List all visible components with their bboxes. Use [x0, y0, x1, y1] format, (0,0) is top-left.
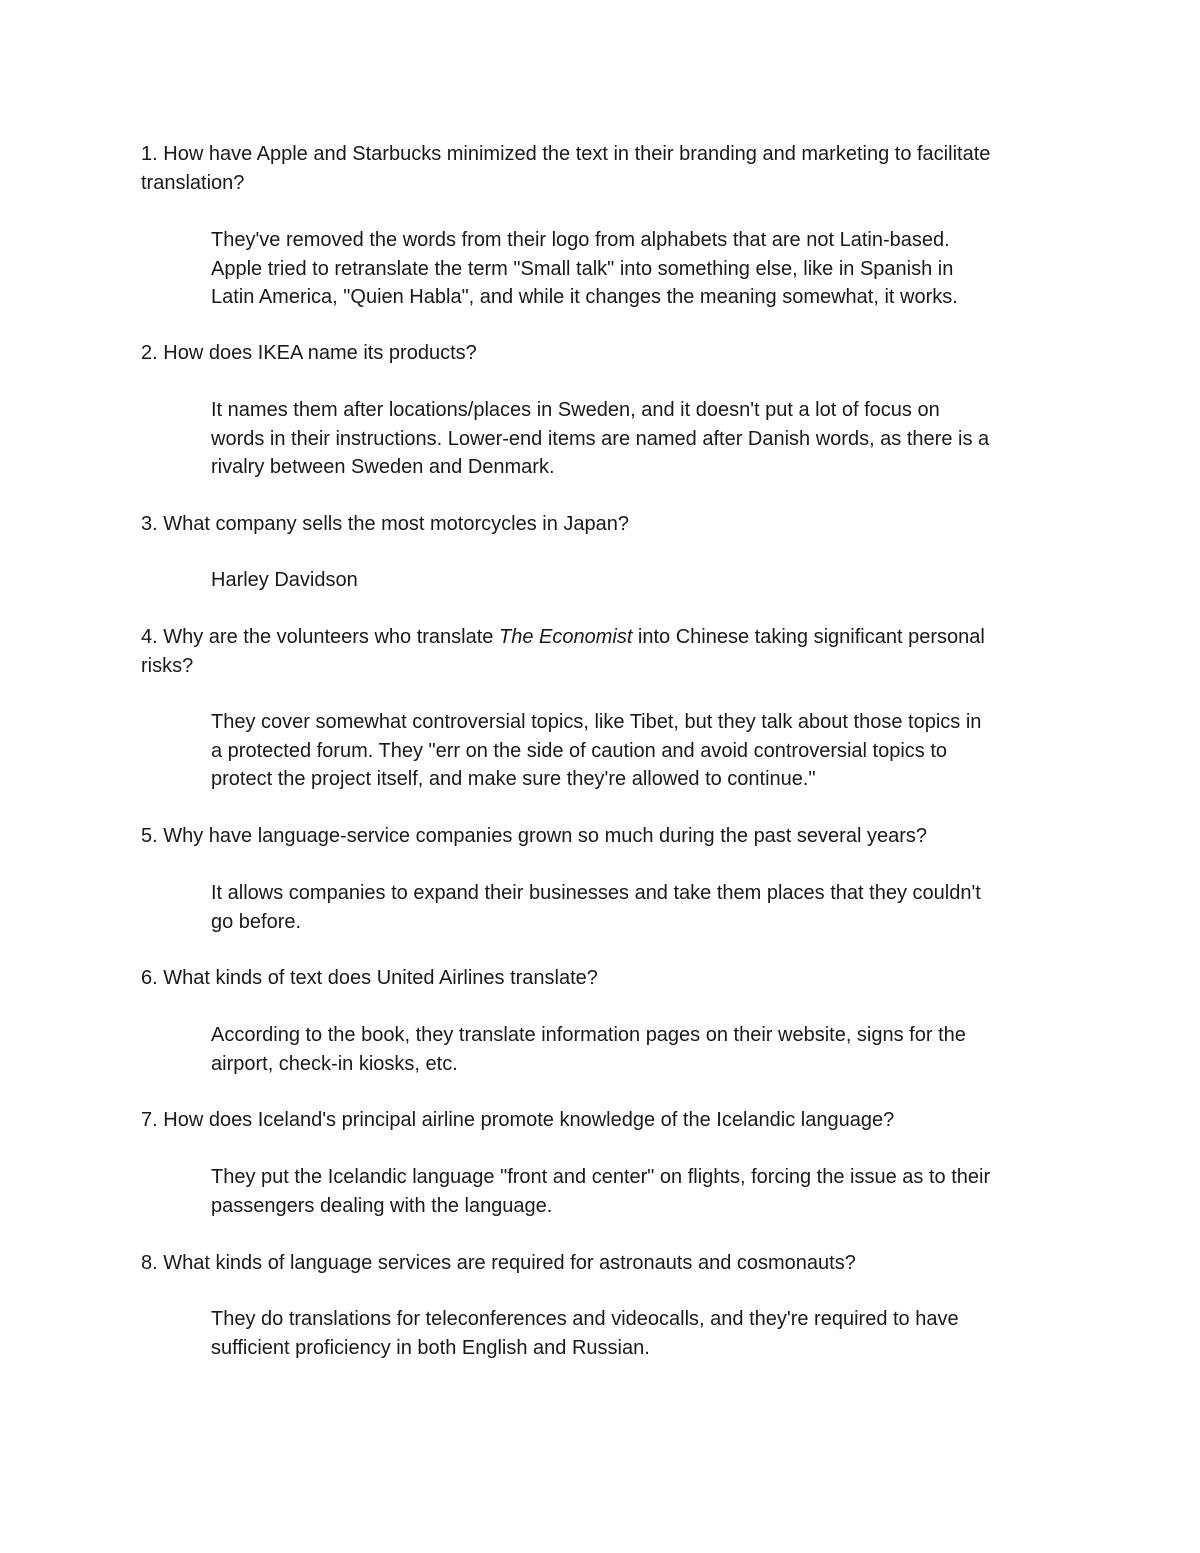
- answer-line: They put the Icelandic language "front and center" on flights, forcing the issue as to their: [211, 1166, 991, 1188]
- answer-line: They do translations for teleconferences and videocalls, and they're required to have: [211, 1308, 959, 1330]
- answer-line: go before.: [211, 910, 302, 933]
- question-text: How does Iceland's principal airline promote knowledge of the Icelandic language?: [163, 1109, 895, 1131]
- answer-8: [211, 1305, 959, 1362]
- question-text: into Chinese taking significant personal: [632, 626, 985, 648]
- publication-title: The Economist: [498, 626, 633, 648]
- answer-line: Harley Davidson: [211, 569, 358, 591]
- question-5: [141, 822, 927, 851]
- answer-line: It allows companies to expand their businesses and take them places that they couldn't: [211, 882, 981, 904]
- question-text: Why have language-service companies grown so much during the past several years?: [163, 825, 927, 847]
- question-text: What kinds of language services are required for astronauts and cosmonauts?: [163, 1252, 856, 1274]
- question-3: [141, 510, 629, 539]
- answer-line: words in their instructions. Lower-end items are named after Danish words, as there is a: [211, 427, 990, 450]
- answer-line: It names them after locations/places in Sweden, and it doesn't put a lot of focus on: [211, 399, 940, 421]
- answer-line: They've removed the words from their logo from alphabets that are not Latin-based.: [211, 229, 950, 251]
- answer-line: sufficient proficiency in both English and Russian.: [211, 1336, 650, 1359]
- answer-4: [211, 708, 981, 794]
- question-1: [141, 140, 990, 197]
- answer-line: airport, check-in kiosks, etc.: [211, 1052, 458, 1075]
- question-8: [141, 1249, 856, 1278]
- question-text: What kinds of text does United Airlines translate?: [163, 967, 598, 989]
- answer-line: a protected forum. They "err on the side of caution and avoid controversial topics to: [211, 739, 948, 762]
- question-text: What company sells the most motorcycles in Japan?: [163, 513, 630, 535]
- question-text: translation?: [141, 171, 245, 194]
- question-number: 4.: [141, 626, 158, 648]
- question-4: [141, 623, 985, 680]
- question-7: [141, 1106, 894, 1135]
- answer-line: passengers dealing with the language.: [211, 1194, 553, 1217]
- question-number: 5.: [141, 825, 158, 847]
- question-6: [141, 964, 598, 993]
- question-text: How have Apple and Starbucks minimized the text in their branding and marketing to facilitate: [163, 143, 991, 165]
- question-text: Why are the volunteers who translate: [163, 626, 499, 648]
- answer-7: [211, 1163, 990, 1220]
- question-number: 8.: [141, 1252, 158, 1274]
- answer-line: rivalry between Sweden and Denmark.: [211, 456, 555, 478]
- answer-1: [211, 226, 958, 312]
- answer-line: Apple tried to retranslate the term "Small talk" into something else, like in Spanish in: [211, 257, 954, 280]
- question-number: 6.: [141, 967, 158, 989]
- question-number: 2.: [141, 342, 158, 364]
- answer-line: They cover somewhat controversial topics, like Tibet, but they talk about those topics in: [211, 711, 982, 733]
- question-number: 7.: [141, 1109, 158, 1131]
- question-text: How does IKEA name its products?: [163, 342, 477, 364]
- answer-line: According to the book, they translate information pages on their website, signs for the: [211, 1024, 966, 1046]
- question-text: risks?: [141, 654, 194, 677]
- answer-5: [211, 879, 981, 936]
- question-2: [141, 339, 477, 368]
- answer-line: Latin America, "Quien Habla", and while it changes the meaning somewhat, it works.: [211, 286, 958, 308]
- answer-2: [211, 396, 989, 482]
- question-number: 1.: [141, 143, 158, 165]
- answer-line: protect the project itself, and make sure they're allowed to continue.": [211, 768, 816, 790]
- answer-6: [211, 1021, 966, 1078]
- answer-3: [211, 566, 358, 595]
- question-number: 3.: [141, 513, 158, 535]
